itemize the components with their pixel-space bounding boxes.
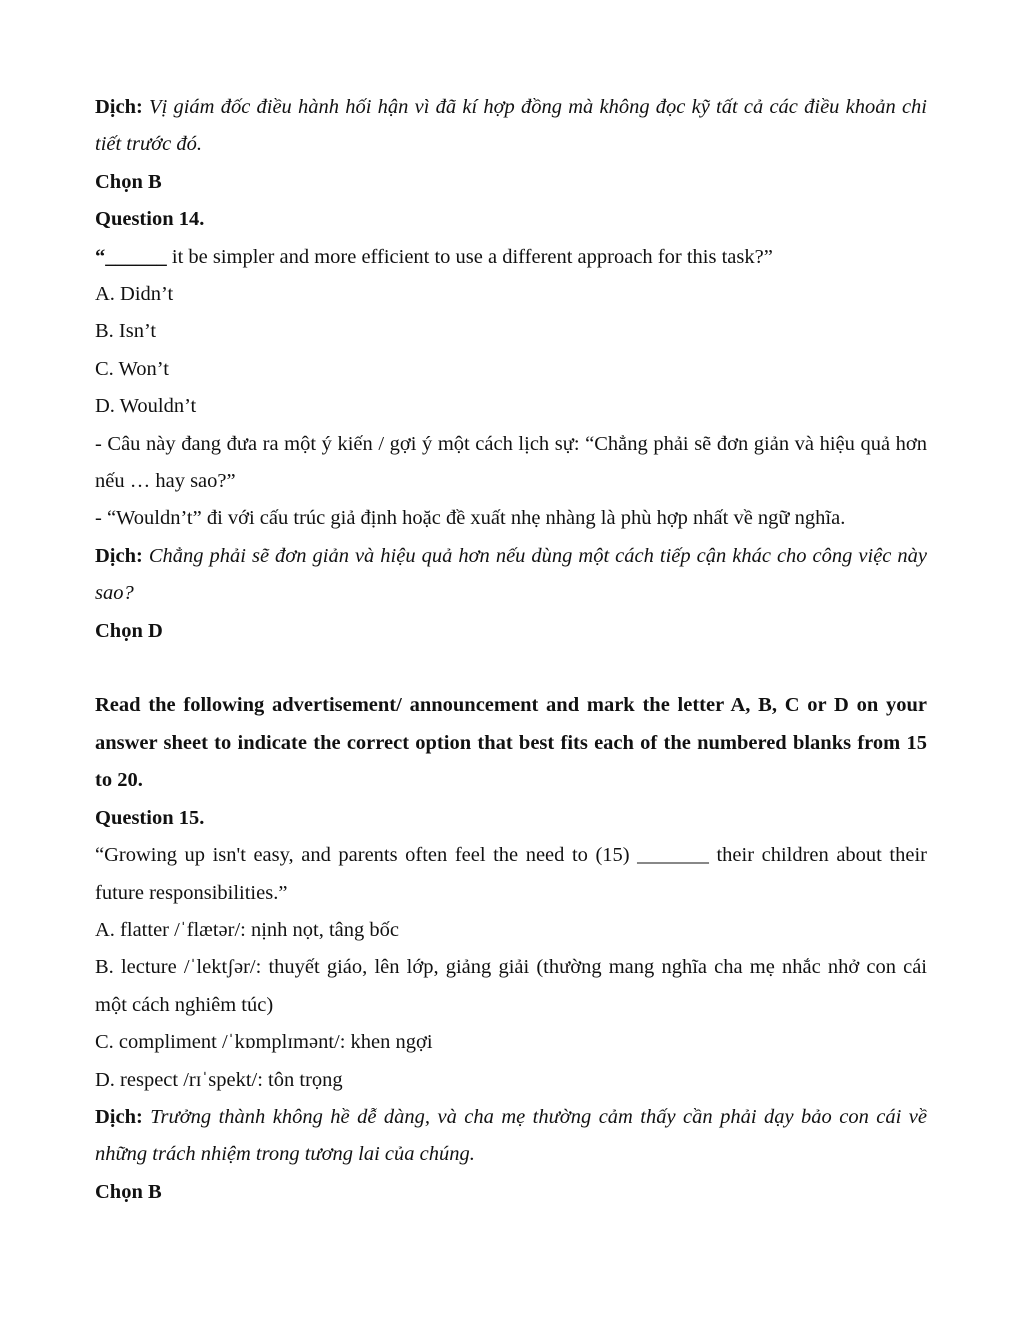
question-title: Question 15. [95, 806, 205, 829]
question-stem [95, 239, 927, 276]
translation-paragraph [95, 1099, 927, 1174]
translation-label: Dịch: [95, 1105, 143, 1128]
explanation-1: - Câu này đang đưa ra một ý kiến / gợi ý một cách lịch sự: “Chẳng phải sẽ đơn giản và hiệu quả hơn nếu … hay sao?” [95, 432, 927, 493]
option-d: D. respect /rɪˈspekt/: tôn trọng [95, 1068, 343, 1091]
translation-text: Trưởng thành không hề dễ dàng, và cha mẹ thường cảm thấy cần phải dạy bảo con cái về những trách nhiệm trong tương lai của chúng. [95, 1105, 927, 1166]
option-b: B. lecture /ˈlektʃər/: thuyết giáo, lên lớp, giảng giải (thường mang nghĩa cha mẹ nhắc nhở con cái một cách nghiêm túc) [95, 956, 927, 1016]
option-b: B. Isn’t [95, 320, 157, 343]
translation-label: Dịch: [95, 96, 143, 118]
document-page [95, 89, 927, 1211]
option-c: C. compliment /ˈkɒmplɪmənt/: khen ngợi [95, 1031, 433, 1054]
stem-blank: ______ [105, 245, 167, 268]
spacer [95, 650, 927, 687]
translation-label: Dịch: [95, 544, 143, 567]
translation-paragraph [95, 538, 927, 613]
answer-line: Chọn B [95, 1180, 162, 1203]
translation-text: Vị giám đốc điều hành hối hận vì đã kí hợp đồng mà không đọc kỹ tất cả các điều khoản chi tiết trước đó. [95, 96, 927, 156]
translation-paragraph [95, 89, 927, 164]
stem-text: it be simpler and more efficient to use a different approach for this task?” [166, 245, 773, 268]
stem-open-quote: “ [95, 245, 106, 268]
option-a: A. Didn’t [95, 283, 174, 306]
translation-text: Chẳng phải sẽ đơn giản và hiệu quả hơn nếu dùng một cách tiếp cận khác cho công việc này sao? [95, 544, 928, 605]
section-instruction: Read the following advertisement/ announcement and mark the letter A, B, C or D on your answer sheet to indicate the correct option that best fits each of the numbered blanks from 15 to 20. [95, 694, 927, 792]
question-title: Question 14. [95, 208, 205, 231]
explanation-2: - “Wouldn’t” đi với cấu trúc giả định hoặc đề xuất nhẹ nhàng là phù hợp nhất về ngữ nghĩa. [95, 507, 846, 530]
answer-line: Chọn B [95, 170, 162, 193]
question-stem: “Growing up isn't easy, and parents often feel the need to (15) _______ their children about their future responsibilities.” [95, 844, 927, 904]
option-a: A. flatter /ˈflætər/: nịnh nọt, tâng bốc [95, 918, 400, 941]
option-d: D. Wouldn’t [95, 395, 197, 418]
option-c: C. Won’t [95, 357, 169, 380]
answer-line: Chọn D [95, 619, 163, 642]
